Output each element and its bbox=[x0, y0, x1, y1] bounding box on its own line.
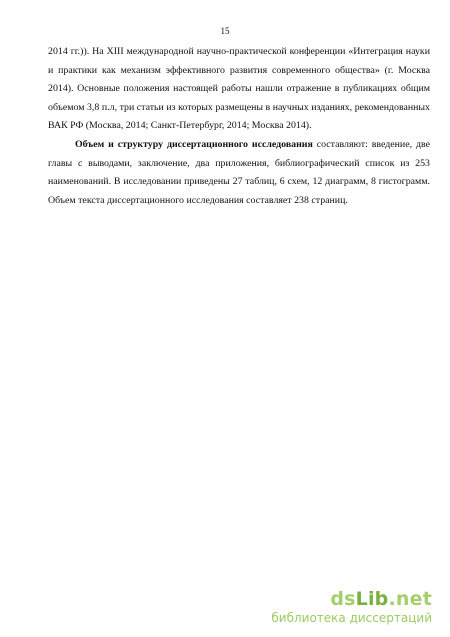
watermark-logo-net: .net bbox=[388, 588, 432, 610]
watermark-logo-ds: ds bbox=[330, 588, 356, 610]
watermark bbox=[271, 588, 432, 625]
watermark-logo-lib: Lib bbox=[355, 588, 389, 610]
document-body bbox=[48, 43, 430, 210]
watermark-subtitle: библиотека диссертаций bbox=[271, 611, 432, 625]
page-number: 15 bbox=[220, 26, 230, 36]
paragraph-structure bbox=[48, 136, 430, 210]
paragraph-conference: 2014 гг.)). На XIII международной научно-практической конференции «Интеграция науки и практики как механизм эффективного развития современного общества» (г. Москва 2014). Основные положения настоящей работы нашли отражение в публикациях общим объемом 3,8 п.л, три статьи из которых размещены в научных изданиях, рекомендованных ВАК РФ (Москва, 2014; Санкт-Петербург, 2014; Москва 2014). bbox=[48, 46, 430, 132]
structure-text: составляют: введение, две главы с выводами, заключение, два приложения, библиографический список из 253 наименований. В исследовании приведены 27 таблиц, 6 схем, 12 диаграмм, 8 гистограмм. Объем текста диссертационного исследования составляет 238 страниц. bbox=[48, 138, 430, 206]
watermark-logo bbox=[271, 588, 432, 610]
structure-lead-bold: Объем и структуру диссертационного исследования bbox=[75, 138, 313, 150]
